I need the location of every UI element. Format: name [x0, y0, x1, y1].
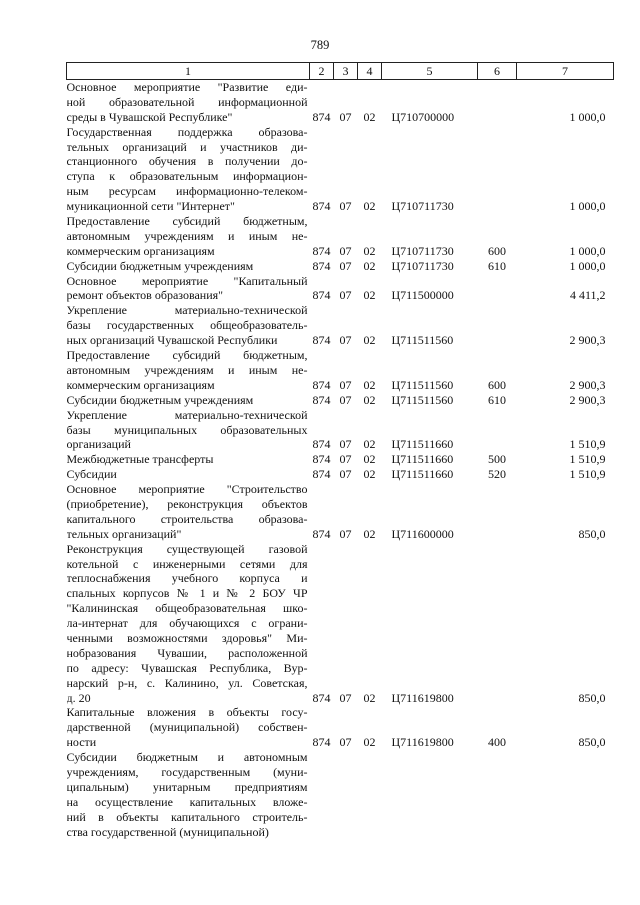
expense-type-code	[478, 303, 517, 348]
description-line: организаций	[66, 437, 131, 452]
column-header-6: 6	[478, 63, 517, 80]
ministry-code: 874	[312, 526, 331, 541]
ministry-code: 874	[312, 452, 331, 467]
description-line: ла-интернат для обучающихся с ограни-	[66, 616, 308, 631]
table-row	[67, 125, 614, 214]
description-line: Субсидии	[66, 467, 117, 482]
subsection-code: 02	[363, 452, 376, 467]
description-line: Межбюджетные трансферты	[66, 452, 214, 467]
expense-type-code: 610	[488, 258, 506, 273]
budget-table	[66, 62, 614, 839]
ministry-code: 874	[312, 437, 331, 452]
table-row	[67, 482, 614, 542]
section-code: 07	[339, 243, 352, 258]
subsection-code: 02	[363, 288, 376, 303]
ministry-code: 874	[312, 258, 331, 273]
target-article-code: Ц710711730	[391, 199, 454, 214]
row-description	[67, 303, 310, 348]
table-body	[67, 80, 614, 840]
row-description	[67, 214, 310, 259]
column-header-1: 1	[67, 63, 310, 80]
subsection-code: 02	[363, 437, 376, 452]
description-line: ремонт объектов образования"	[66, 288, 224, 303]
description-line: нарский р-н, с. Калинино, ул. Советская,	[66, 675, 308, 690]
column-header-5: 5	[382, 63, 478, 80]
target-article-code: Ц710700000	[391, 109, 455, 124]
expense-type-code: 600	[488, 377, 506, 392]
amount: 2 900,3	[569, 392, 606, 407]
description-line: Укрепление материально-технической	[66, 303, 308, 318]
section-code: 07	[339, 526, 352, 541]
description-line: ципальным) унитарным предприятиям	[66, 779, 308, 794]
description-line: коммерческим организациям	[66, 243, 215, 258]
section-code: 07	[339, 199, 352, 214]
expense-type-code: 500	[488, 452, 506, 467]
expense-type-code	[478, 482, 517, 542]
expense-type-code	[478, 750, 517, 839]
expense-type-code	[478, 125, 517, 214]
row-description	[67, 80, 310, 125]
description-line: ности	[66, 735, 97, 750]
subsection-code: 02	[363, 526, 376, 541]
description-line: Государственная поддержка образова-	[66, 124, 308, 139]
ministry-code: 874	[312, 392, 331, 407]
description-line: базы муниципальных образовательных	[66, 422, 308, 437]
description-line: Укрепление материально-технической	[66, 407, 308, 422]
table-header-row	[67, 63, 614, 80]
description-line: Предоставление субсидий бюджетным,	[66, 348, 308, 363]
amount: 1 510,9	[569, 452, 606, 467]
description-line: Субсидии бюджетным и автономным	[66, 750, 308, 765]
description-line: муникационной сети "Интернет"	[66, 199, 235, 214]
ministry-code: 874	[312, 109, 331, 124]
amount: 1 000,0	[569, 258, 606, 273]
target-article-code: Ц710711730	[391, 258, 454, 273]
description-line: Субсидии бюджетным учреждениям	[66, 392, 254, 407]
description-line: нобразования Чувашии, расположенной	[66, 645, 308, 660]
description-line: на осуществление капитальных вложе-	[66, 794, 308, 809]
amount: 1 510,9	[569, 437, 606, 452]
amount: 850,0	[578, 690, 606, 705]
table-row	[67, 750, 614, 839]
target-article-code: Ц711511560	[391, 333, 454, 348]
ministry-code: 874	[312, 243, 331, 258]
amount: 850,0	[578, 735, 606, 750]
description-line: спальных корпусов № 1 и № 2 БОУ ЧР	[66, 586, 308, 601]
section-code: 07	[339, 288, 352, 303]
row-description	[67, 467, 310, 482]
column-header-7: 7	[517, 63, 614, 80]
description-line: ступа к образовательным информацион-	[66, 169, 308, 184]
description-line: станционного обучения в получении до-	[66, 154, 308, 169]
ministry-code	[310, 750, 334, 839]
amount: 2 900,3	[569, 377, 606, 392]
subsection-code: 02	[363, 377, 376, 392]
row-description	[67, 452, 310, 467]
target-article-code: Ц711500000	[391, 288, 454, 303]
description-line: тельных организаций и участников ди-	[66, 139, 308, 154]
amount: 1 000,0	[569, 243, 606, 258]
expense-type-code: 610	[488, 392, 506, 407]
section-code: 07	[339, 377, 352, 392]
subsection-code: 02	[363, 199, 376, 214]
ministry-code: 874	[312, 288, 331, 303]
expense-type-code: 520	[488, 467, 506, 482]
ministry-code: 874	[312, 333, 331, 348]
table-row	[67, 348, 614, 393]
column-header-3: 3	[334, 63, 358, 80]
description-line: Основное мероприятие "Капитальный	[66, 273, 308, 288]
table-row	[67, 467, 614, 482]
description-line: автономным учреждениям и иным не-	[66, 228, 308, 243]
ministry-code: 874	[312, 199, 331, 214]
description-line: по адресу: Чувашская Республика, Вур-	[66, 660, 308, 675]
target-article-code	[382, 750, 478, 839]
expense-type-code	[478, 408, 517, 453]
section-code: 07	[339, 467, 352, 482]
target-article-code: Ц711511660	[391, 437, 454, 452]
target-article-code: Ц711619800	[391, 690, 454, 705]
description-line: (приобретение), реконструкция объектов	[66, 497, 308, 511]
description-line: капитального строительства образова-	[66, 511, 308, 526]
table-row	[67, 80, 614, 125]
subsection-code: 02	[363, 467, 376, 482]
subsection-code	[358, 750, 382, 839]
description-line: Основное мероприятие "Развитие еди-	[66, 80, 308, 94]
table-row	[67, 303, 614, 348]
section-code: 07	[339, 735, 352, 750]
amount	[517, 750, 614, 839]
section-code: 07	[339, 333, 352, 348]
description-line: ства государственной (муниципальной)	[66, 824, 269, 839]
row-description	[67, 393, 310, 408]
subsection-code: 02	[363, 258, 376, 273]
table-row	[67, 393, 614, 408]
target-article-code: Ц711619800	[391, 735, 454, 750]
description-line: учреждениям, государственным (муни-	[66, 765, 308, 780]
row-description	[67, 274, 310, 304]
amount: 1 510,9	[569, 467, 606, 482]
row-description	[67, 542, 310, 706]
description-line: дарственной (муниципальной) собствен-	[66, 720, 308, 735]
row-description	[67, 408, 310, 453]
target-article-code: Ц711511660	[391, 467, 454, 482]
amount: 1 000,0	[569, 199, 606, 214]
ministry-code: 874	[312, 690, 331, 705]
description-line: ний в объекты капитального строитель-	[66, 809, 308, 824]
ministry-code: 874	[312, 467, 331, 482]
section-code: 07	[339, 258, 352, 273]
subsection-code: 02	[363, 735, 376, 750]
section-code: 07	[339, 452, 352, 467]
expense-type-code: 600	[488, 243, 506, 258]
subsection-code: 02	[363, 109, 376, 124]
description-line: базы государственных общеобразователь-	[66, 318, 308, 333]
page-number: 789	[310, 38, 330, 52]
amount: 850,0	[578, 526, 606, 541]
description-line: автономным учреждениям и иным не-	[66, 362, 308, 377]
target-article-code: Ц711511660	[391, 452, 454, 467]
ministry-code: 874	[312, 377, 331, 392]
table-row	[67, 452, 614, 467]
description-line: тельных организаций"	[66, 526, 182, 541]
description-line: Предоставление субсидий бюджетным,	[66, 214, 308, 229]
table-row	[67, 542, 614, 706]
target-article-code: Ц711511560	[391, 392, 454, 407]
description-line: среды в Чувашской Республике"	[66, 109, 233, 124]
description-line: Субсидии бюджетным учреждениям	[66, 258, 254, 273]
description-line: Реконструкция существующей газовой	[66, 541, 308, 556]
description-line: Основное мероприятие "Строительство	[66, 482, 308, 497]
section-code: 07	[339, 109, 352, 124]
amount: 4 411,2	[569, 288, 606, 303]
table-row	[67, 408, 614, 453]
table-row	[67, 259, 614, 274]
subsection-code: 02	[363, 392, 376, 407]
target-article-code: Ц711600000	[391, 526, 454, 541]
description-line: ченными возможностями здоровья" Ми-	[66, 631, 308, 646]
row-description	[67, 348, 310, 393]
expense-type-code: 400	[488, 735, 506, 750]
expense-type-code	[478, 80, 517, 125]
column-header-2: 2	[310, 63, 334, 80]
description-line: ным ресурсам информационно-телеком-	[66, 184, 308, 199]
description-line: котельной с инженерными сетями для	[66, 556, 308, 571]
description-line: ных организаций Чувашской Республики	[66, 333, 278, 348]
table-row	[67, 274, 614, 304]
section-code: 07	[339, 690, 352, 705]
amount: 2 900,3	[569, 333, 606, 348]
subsection-code: 02	[363, 690, 376, 705]
row-description	[67, 259, 310, 274]
row-description	[67, 750, 310, 839]
table-row	[67, 705, 614, 750]
target-article-code: Ц710711730	[391, 243, 454, 258]
ministry-code: 874	[312, 735, 331, 750]
amount: 1 000,0	[569, 109, 606, 124]
row-description	[67, 125, 310, 214]
column-header-4: 4	[358, 63, 382, 80]
expense-type-code	[478, 274, 517, 304]
target-article-code: Ц711511560	[391, 377, 454, 392]
description-line: коммерческим организациям	[66, 377, 215, 392]
description-line: "Калининская общеобразовательная шко-	[66, 601, 308, 616]
description-line: Капитальные вложения в объекты госу-	[66, 705, 308, 720]
description-line: д. 20	[66, 690, 91, 705]
description-line: теплоснабжения учебного корпуса и	[66, 571, 308, 586]
section-code: 07	[339, 437, 352, 452]
section-code	[334, 750, 358, 839]
row-description	[67, 705, 310, 750]
table-row	[67, 214, 614, 259]
row-description	[67, 482, 310, 542]
subsection-code: 02	[363, 333, 376, 348]
description-line: ной образовательной информационной	[66, 94, 308, 109]
subsection-code: 02	[363, 243, 376, 258]
expense-type-code	[478, 542, 517, 706]
section-code: 07	[339, 392, 352, 407]
